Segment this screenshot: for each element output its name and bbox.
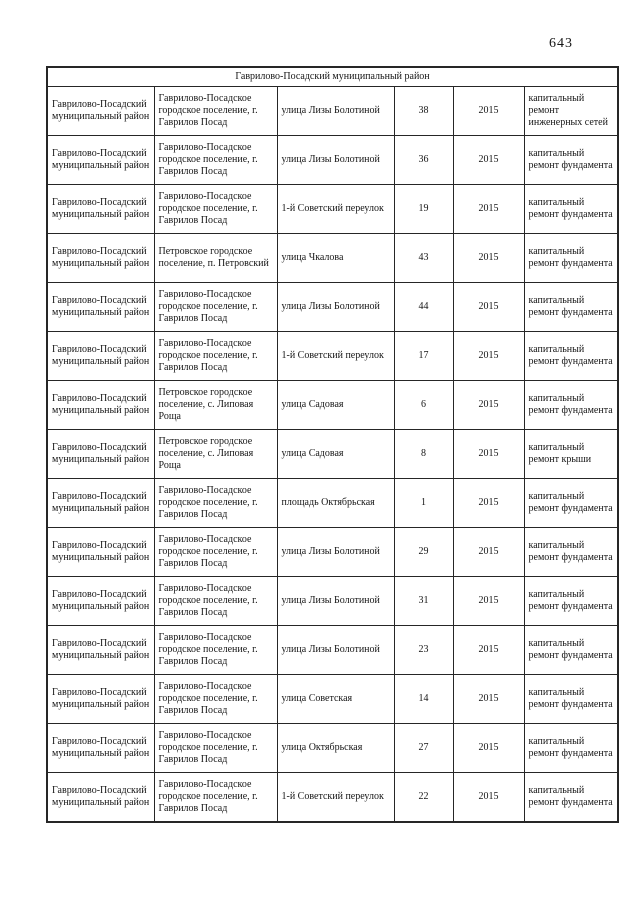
cell-year: 2015 (453, 185, 524, 234)
cell-repair-type: капитальный ремонт фундамента (524, 479, 618, 528)
table-row (47, 185, 618, 234)
cell-settlement: Петровское городское поселение, п. Петровский (154, 234, 277, 283)
cell-repair-type: капитальный ремонт фундамента (524, 283, 618, 332)
cell-street: улица Садовая (277, 381, 394, 430)
cell-district: Гаврилово-Посадский муниципальный район (47, 381, 154, 430)
cell-settlement: Гаврилово-Посадское городское поселение, г. Гаврилов Посад (154, 332, 277, 381)
cell-year: 2015 (453, 724, 524, 773)
cell-year: 2015 (453, 381, 524, 430)
cell-house-number: 22 (394, 773, 453, 822)
cell-house-number: 1 (394, 479, 453, 528)
cell-settlement: Петровское городское поселение, с. Липовая Роща (154, 381, 277, 430)
cell-repair-type: капитальный ремонт фундамента (524, 773, 618, 822)
cell-house-number: 8 (394, 430, 453, 479)
cell-district: Гаврилово-Посадский муниципальный район (47, 234, 154, 283)
table-row (47, 234, 618, 283)
cell-repair-type: капитальный ремонт фундамента (524, 136, 618, 185)
cell-district: Гаврилово-Посадский муниципальный район (47, 185, 154, 234)
cell-year: 2015 (453, 234, 524, 283)
cell-year: 2015 (453, 332, 524, 381)
cell-settlement: Гаврилово-Посадское городское поселение, г. Гаврилов Посад (154, 773, 277, 822)
cell-house-number: 43 (394, 234, 453, 283)
table-row (47, 430, 618, 479)
cell-settlement: Гаврилово-Посадское городское поселение, г. Гаврилов Посад (154, 675, 277, 724)
cell-year: 2015 (453, 283, 524, 332)
cell-house-number: 14 (394, 675, 453, 724)
cell-street: 1-й Советский переулок (277, 332, 394, 381)
cell-street: 1-й Советский переулок (277, 185, 394, 234)
cell-repair-type: капитальный ремонт фундамента (524, 234, 618, 283)
table-row (47, 283, 618, 332)
table-row (47, 773, 618, 822)
cell-repair-type: капитальный ремонт фундамента (524, 381, 618, 430)
cell-year: 2015 (453, 479, 524, 528)
cell-settlement: Гаврилово-Посадское городское поселение, г. Гаврилов Посад (154, 136, 277, 185)
cell-repair-type: капитальный ремонт фундамента (524, 724, 618, 773)
cell-house-number: 31 (394, 577, 453, 626)
cell-year: 2015 (453, 136, 524, 185)
table-row (47, 381, 618, 430)
page-number: 643 (549, 36, 573, 51)
table-row (47, 87, 618, 136)
cell-street: улица Садовая (277, 430, 394, 479)
cell-district: Гаврилово-Посадский муниципальный район (47, 773, 154, 822)
cell-year: 2015 (453, 773, 524, 822)
cell-year: 2015 (453, 626, 524, 675)
cell-year: 2015 (453, 675, 524, 724)
table-row (47, 626, 618, 675)
cell-repair-type: капитальный ремонт фундамента (524, 185, 618, 234)
cell-house-number: 27 (394, 724, 453, 773)
cell-house-number: 17 (394, 332, 453, 381)
cell-settlement: Гаврилово-Посадское городское поселение, г. Гаврилов Посад (154, 626, 277, 675)
cell-settlement: Гаврилово-Посадское городское поселение, г. Гаврилов Посад (154, 724, 277, 773)
table-row (47, 136, 618, 185)
cell-settlement: Гаврилово-Посадское городское поселение, г. Гаврилов Посад (154, 577, 277, 626)
table-row (47, 528, 618, 577)
cell-house-number: 6 (394, 381, 453, 430)
cell-house-number: 19 (394, 185, 453, 234)
cell-street: улица Лизы Болотиной (277, 136, 394, 185)
table-row (47, 479, 618, 528)
cell-house-number: 38 (394, 87, 453, 136)
cell-house-number: 29 (394, 528, 453, 577)
cell-settlement: Петровское городское поселение, с. Липовая Роща (154, 430, 277, 479)
cell-district: Гаврилово-Посадский муниципальный район (47, 283, 154, 332)
cell-settlement: Гаврилово-Посадское городское поселение, г. Гаврилов Посад (154, 185, 277, 234)
cell-district: Гаврилово-Посадский муниципальный район (47, 577, 154, 626)
cell-district: Гаврилово-Посадский муниципальный район (47, 479, 154, 528)
cell-district: Гаврилово-Посадский муниципальный район (47, 528, 154, 577)
cell-district: Гаврилово-Посадский муниципальный район (47, 332, 154, 381)
repair-table-body (47, 87, 618, 822)
cell-street: улица Советская (277, 675, 394, 724)
cell-year: 2015 (453, 528, 524, 577)
district-group-header: Гаврилово-Посадский муниципальный район (47, 67, 618, 87)
table-row (47, 724, 618, 773)
table-group-header-row (47, 67, 618, 87)
table-row (47, 675, 618, 724)
cell-house-number: 44 (394, 283, 453, 332)
table-row (47, 577, 618, 626)
cell-district: Гаврилово-Посадский муниципальный район (47, 724, 154, 773)
cell-street: площадь Октябрьская (277, 479, 394, 528)
cell-repair-type: капитальный ремонт фундамента (524, 332, 618, 381)
cell-year: 2015 (453, 430, 524, 479)
cell-street: улица Чкалова (277, 234, 394, 283)
cell-street: улица Лизы Болотиной (277, 577, 394, 626)
cell-settlement: Гаврилово-Посадское городское поселение, г. Гаврилов Посад (154, 283, 277, 332)
cell-year: 2015 (453, 577, 524, 626)
cell-repair-type: капитальный ремонт фундамента (524, 577, 618, 626)
cell-street: 1-й Советский переулок (277, 773, 394, 822)
cell-house-number: 36 (394, 136, 453, 185)
cell-year: 2015 (453, 87, 524, 136)
cell-repair-type: капитальный ремонт крыши (524, 430, 618, 479)
cell-repair-type: капитальный ремонт фундамента (524, 626, 618, 675)
cell-district: Гаврилово-Посадский муниципальный район (47, 626, 154, 675)
cell-street: улица Лизы Болотиной (277, 283, 394, 332)
cell-district: Гаврилово-Посадский муниципальный район (47, 430, 154, 479)
cell-district: Гаврилово-Посадский муниципальный район (47, 675, 154, 724)
cell-settlement: Гаврилово-Посадское городское поселение, г. Гаврилов Посад (154, 87, 277, 136)
cell-repair-type: капитальный ремонт фундамента (524, 675, 618, 724)
cell-repair-type: капитальный ремонт фундамента (524, 528, 618, 577)
repair-table (46, 66, 619, 823)
cell-settlement: Гаврилово-Посадское городское поселение, г. Гаврилов Посад (154, 479, 277, 528)
table-row (47, 332, 618, 381)
cell-street: улица Лизы Болотиной (277, 528, 394, 577)
cell-repair-type: капитальный ремонт инженерных сетей (524, 87, 618, 136)
cell-district: Гаврилово-Посадский муниципальный район (47, 136, 154, 185)
cell-street: улица Лизы Болотиной (277, 626, 394, 675)
cell-street: улица Лизы Болотиной (277, 87, 394, 136)
cell-street: улица Октябрьская (277, 724, 394, 773)
cell-house-number: 23 (394, 626, 453, 675)
cell-district: Гаврилово-Посадский муниципальный район (47, 87, 154, 136)
cell-settlement: Гаврилово-Посадское городское поселение, г. Гаврилов Посад (154, 528, 277, 577)
